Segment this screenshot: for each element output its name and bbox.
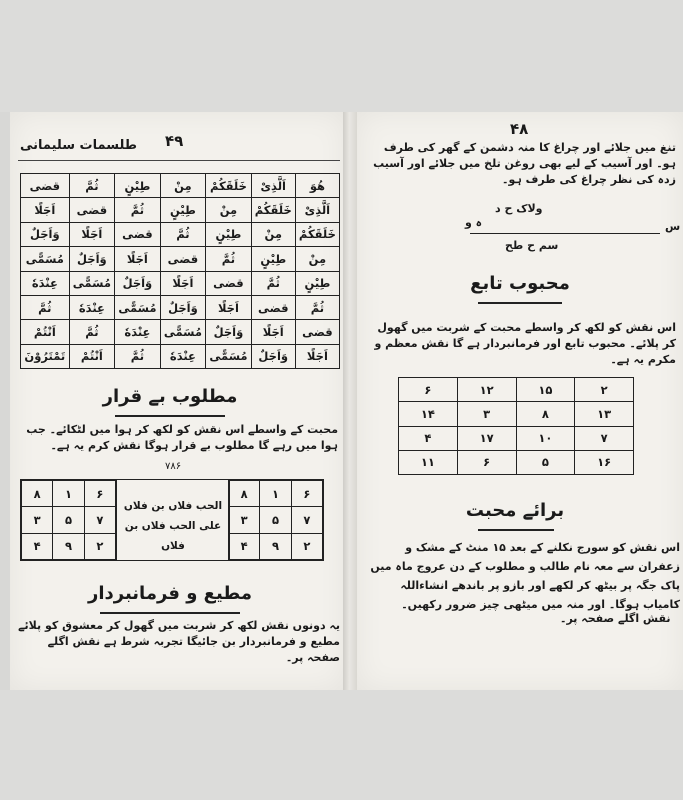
naqsh-right-row <box>229 481 323 507</box>
verse-grid-cell: تَمْتَرُوْنَ <box>21 344 70 368</box>
verse-grid-cell: مُسَمًّی <box>69 271 115 295</box>
verse-grid-cell: اَجَلًا <box>69 222 115 246</box>
verse-grid-cell: اَلَّذِیْ <box>295 198 339 222</box>
verse-grid-cell: طِیْنٍ <box>295 271 339 295</box>
naqsh-grid-left <box>21 480 116 560</box>
verse-grid-cell: خَلَقَکُمْ <box>295 222 339 246</box>
magic-square-cell: ۱۴ <box>399 402 458 426</box>
magic-square-row <box>399 402 634 426</box>
verse-grid-cell: ثُمَّ <box>69 320 115 344</box>
naqsh-right-cell: ۷ <box>291 507 322 533</box>
naqsh-middle-line2: علی الحب فلاں بن فلاں <box>124 520 222 552</box>
magic-square-cell: ۱۳ <box>575 402 634 426</box>
magic-square-cell: ۶ <box>457 450 516 474</box>
right-section2-heading: برائے محبت <box>465 500 565 521</box>
verse-grid-cell: مِنْ <box>206 198 252 222</box>
verse-grid <box>20 173 340 369</box>
verse-grid-cell: قضی <box>295 320 339 344</box>
naqsh-left-cell: ۱ <box>53 481 84 507</box>
verse-grid-cell: مُسَمًّی <box>206 344 252 368</box>
verse-grid-row <box>21 295 340 319</box>
left-section1-underline <box>115 415 225 417</box>
verse-grid-cell: مُسَمًّی <box>21 247 70 271</box>
naqsh-right-cell: ۵ <box>260 507 291 533</box>
symbols-line1: ولاک ح د <box>495 202 543 215</box>
left-page-number: ۴۹ <box>165 132 184 150</box>
right-section2-note: نقش اگلے صفحہ پر۔ <box>560 612 671 625</box>
naqsh-right-row <box>229 533 323 559</box>
verse-grid-row <box>21 222 340 246</box>
verse-grid-row <box>21 247 340 271</box>
verse-grid-cell: ثُمَّ <box>206 247 252 271</box>
verse-grid-cell: ثُمَّ <box>115 198 161 222</box>
symbols-line2: سم ح طح <box>505 239 559 252</box>
naqsh-right-cell: ۹ <box>260 533 291 559</box>
magic-square-cell: ۴ <box>399 426 458 450</box>
verse-grid-cell: قضی <box>251 295 295 319</box>
naqsh-right-row <box>229 507 323 533</box>
magic-square-cell: ۱۵ <box>516 378 575 402</box>
verse-grid-cell: طِیْنٍ <box>206 222 252 246</box>
left-header-rule <box>18 160 340 161</box>
naqsh-middle-text <box>116 480 230 560</box>
magic-square-row <box>399 426 634 450</box>
magic-square-cell: ۷ <box>575 426 634 450</box>
left-section2-underline <box>100 612 240 614</box>
magic-square-cell: ۱۱ <box>399 450 458 474</box>
right-section1-text: اس نقش کو لکھ کر واسطے محبت کے شربت میں گھول کر پلائے۔ محبوب تابع اور فرمانبردار ہے گا نقش معظم و مکرم یہ ہے۔ <box>374 321 676 366</box>
verse-grid-cell: ثُمَّ <box>160 222 206 246</box>
naqsh-right-cell: ۳ <box>229 507 260 533</box>
right-section2-underline <box>478 529 554 531</box>
magic-square-row <box>399 378 634 402</box>
verse-grid-row <box>21 344 340 368</box>
verse-grid-cell: اَجَلًا <box>21 198 70 222</box>
magic-square-cell: ۸ <box>516 402 575 426</box>
right-section1-heading: محبوب تابع <box>470 273 570 294</box>
verse-grid-cell: ثُمَّ <box>115 344 161 368</box>
verse-grid-cell: مِنْ <box>160 174 206 198</box>
verse-grid-cell: ثُمَّ <box>69 174 115 198</box>
naqsh-middle-line1: الحب فلاں بن فلاں <box>123 500 223 512</box>
naqsh-right-cell: ۶ <box>291 481 322 507</box>
verse-grid-cell: مُسَمًّی <box>115 295 161 319</box>
love-naqsh-box <box>20 479 324 561</box>
verse-grid-cell: عِنْدَهٗ <box>69 295 115 319</box>
verse-grid-cell: قضی <box>21 174 70 198</box>
naqsh-left-row <box>22 481 116 507</box>
right-section2-text: اس نقش کو سورج نکلنے کے بعد ۱۵ منٹ کے مشک و زعفران سے معہ نام طالب و مطلوب کے دن عروج ماہ میں پاک جگہ پر بیٹھ کر لکھے اور بازو پر باندھے انشاءاللہ کامیاب ہوگا۔ اور منہ میں میٹھی چیز ضرور رکھیں۔ <box>370 541 680 611</box>
verse-grid-cell: عِنْدَهٗ <box>115 320 161 344</box>
magic-square-cell: ۳ <box>457 402 516 426</box>
naqsh-left-cell: ۸ <box>22 481 53 507</box>
naqsh-left-cell: ۵ <box>53 507 84 533</box>
verse-grid-cell: طِیْنٍ <box>251 247 295 271</box>
verse-grid-cell: اَجَلًا <box>206 295 252 319</box>
verse-grid-cell: وَاَجَلٌ <box>69 247 115 271</box>
naqsh-left-row <box>22 533 116 559</box>
verse-grid-cell: وَاَجَلٌ <box>251 344 295 368</box>
verse-grid-cell: قضی <box>115 222 161 246</box>
verse-grid-cell: مُسَمًّی <box>160 320 206 344</box>
naqsh-left-cell: ۷ <box>84 507 115 533</box>
naqsh-left-row <box>22 507 116 533</box>
verse-grid-cell: ثُمَّ <box>251 271 295 295</box>
naqsh-right-cell: ۱ <box>260 481 291 507</box>
verse-grid-cell: طِیْنٍ <box>160 198 206 222</box>
verse-grid-row <box>21 174 340 198</box>
left-section2-text: یہ دونوں نقش لکھ کر شربت میں گھول کر معشوق کو پلائے مطیع و فرمانبردار بن جائیگا تجربہ شرط ہے نقش اگلے صفحہ پر۔ <box>18 619 340 664</box>
right-top-text: تنغ میں جلائے اور چراغ کا منہ دشمن کے گھر کی طرف ہو۔ اور آسیب کے لیے بھی روغن تلخ میں جلائے اور آسیب زدہ کی نظر چراغ کی طرف ہو۔ <box>373 141 676 186</box>
verse-grid-cell: قضی <box>160 247 206 271</box>
left-section2-heading: مطیع و فرمانبردار <box>87 583 252 604</box>
verse-grid-cell: قضی <box>206 271 252 295</box>
verse-grid-cell: اَجَلًا <box>251 320 295 344</box>
left-section1-number: ۷۸۶ <box>165 461 182 472</box>
background-top <box>0 0 683 112</box>
verse-grid-cell: اَنْتُمْ <box>21 320 70 344</box>
verse-grid-cell: اَلَّذِیْ <box>251 174 295 198</box>
magic-square-cell: ۱۰ <box>516 426 575 450</box>
verse-grid-cell: مِنْ <box>295 247 339 271</box>
verse-grid-cell: ثُمَّ <box>295 295 339 319</box>
verse-grid-row <box>21 271 340 295</box>
naqsh-left-cell: ۴ <box>22 533 53 559</box>
magic-square-cell: ۶ <box>399 378 458 402</box>
magic-square-row <box>399 450 634 474</box>
magic-square-cell: ۵ <box>516 450 575 474</box>
left-header-title: طلسمات سلیمانی <box>20 138 137 153</box>
naqsh-left-cell: ۶ <box>84 481 115 507</box>
verse-grid-row <box>21 320 340 344</box>
magic-square-cell: ۱۲ <box>457 378 516 402</box>
verse-grid-cell: ثُمَّ <box>21 295 70 319</box>
verse-grid-cell: وَاَجَلٌ <box>115 271 161 295</box>
verse-grid-cell: اَجَلًا <box>115 247 161 271</box>
verse-grid-cell: عِنْدَهٗ <box>21 271 70 295</box>
magic-square-cell: ۱۶ <box>575 450 634 474</box>
naqsh-right-cell: ۴ <box>229 533 260 559</box>
verse-grid-cell: اَنْتُمْ <box>69 344 115 368</box>
naqsh-left-cell: ۹ <box>53 533 84 559</box>
verse-grid-cell: هُوَ <box>295 174 339 198</box>
verse-grid-cell: اَجَلًا <box>295 344 339 368</box>
verse-grid-cell: اَجَلًا <box>160 271 206 295</box>
magic-square-cell: ۱۷ <box>457 426 516 450</box>
verse-grid-cell: وَاَجَلٌ <box>206 320 252 344</box>
symbols-line <box>470 233 660 234</box>
right-page-number: ۴۸ <box>510 120 529 138</box>
magic-square-4x4 <box>398 377 634 475</box>
symbols-right: ہ و <box>465 216 483 229</box>
verse-grid-cell: وَاَجَلٌ <box>21 222 70 246</box>
naqsh-right-cell: ۸ <box>229 481 260 507</box>
naqsh-grid-right <box>228 480 323 560</box>
symbols-left: س <box>665 220 681 233</box>
verse-grid-cell: خَلَقَکُمْ <box>251 198 295 222</box>
naqsh-left-cell: ۳ <box>22 507 53 533</box>
verse-grid-cell: خَلَقَکُمْ <box>206 174 252 198</box>
background-bottom <box>0 690 683 800</box>
verse-grid-cell: طِیْنٍ <box>115 174 161 198</box>
right-section1-underline <box>478 302 562 304</box>
naqsh-left-cell: ۲ <box>84 533 115 559</box>
verse-grid-cell: مِنْ <box>251 222 295 246</box>
verse-grid-cell: وَاَجَلٌ <box>160 295 206 319</box>
verse-grid-row <box>21 198 340 222</box>
naqsh-right-cell: ۲ <box>291 533 322 559</box>
left-section1-heading: مطلوب بے قرار <box>102 386 238 407</box>
verse-grid-cell: عِنْدَهٗ <box>160 344 206 368</box>
verse-grid-cell: قضی <box>69 198 115 222</box>
left-section1-text: محبت کے واسطے اس نقش کو لکھ کر ہوا میں لٹکائے۔ جب ہوا میں رہے گا مطلوب بے قرار ہوگا نقش کرم یہ ہے۔ <box>26 423 338 452</box>
magic-square-cell: ۲ <box>575 378 634 402</box>
